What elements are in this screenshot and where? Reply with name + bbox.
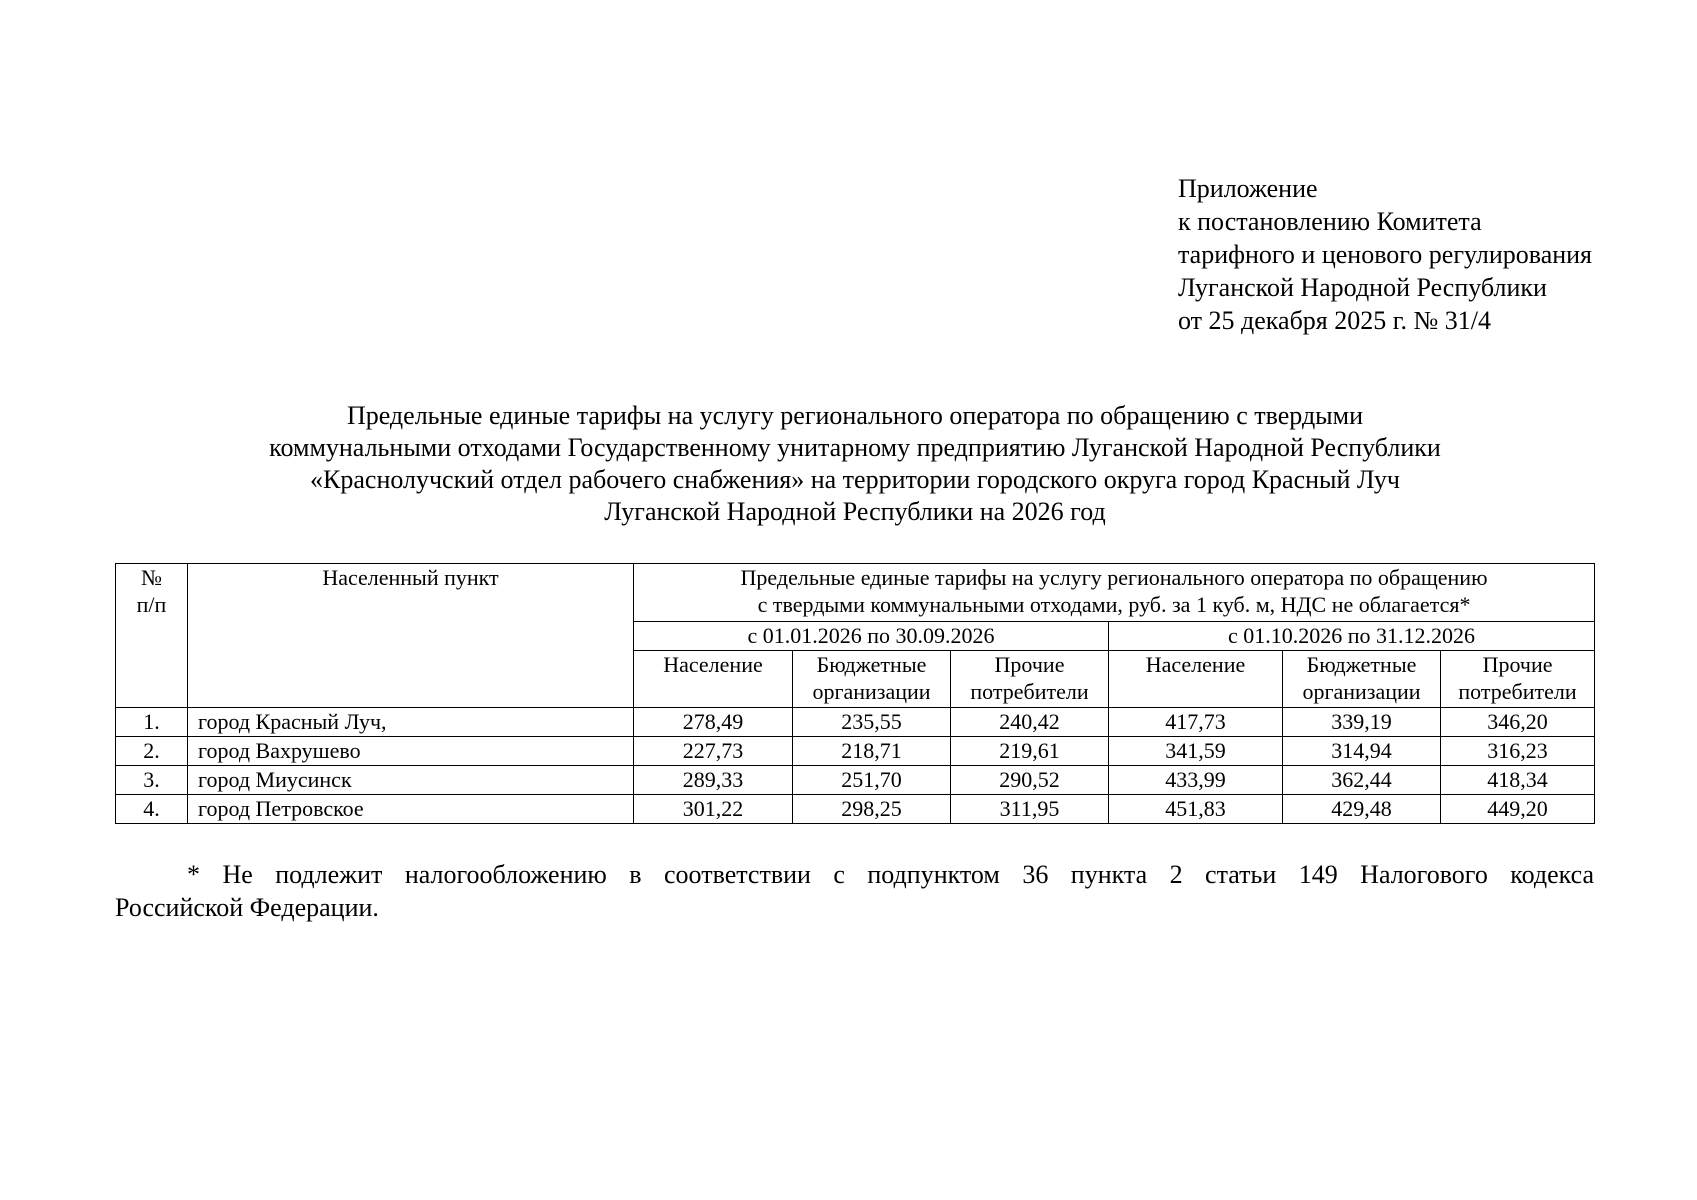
locality-name: город Красный Луч, bbox=[188, 708, 634, 737]
header-num-line2: п/п bbox=[136, 592, 167, 617]
tariff-value: 362,44 bbox=[1283, 766, 1441, 795]
tariff-value: 429,48 bbox=[1283, 795, 1441, 824]
header-other-line2: потребители bbox=[970, 679, 1089, 704]
title-line: Луганской Народной Республики на 2026 год bbox=[604, 497, 1106, 526]
header-budget-line1: Бюджетные bbox=[1306, 652, 1417, 677]
header-budget-1 bbox=[793, 651, 951, 708]
header-period-1: с 01.01.2026 по 30.09.2026 bbox=[634, 622, 1109, 651]
header-other-line2: потребители bbox=[1458, 679, 1577, 704]
header-locality: Населенный пункт bbox=[188, 564, 634, 708]
tariff-value: 341,59 bbox=[1109, 737, 1283, 766]
tariff-value: 339,19 bbox=[1283, 708, 1441, 737]
header-tariffs-line2: с твердыми коммунальными отходами, руб. за 1 куб. м, НДС не облагается* bbox=[757, 592, 1471, 617]
tariff-value: 301,22 bbox=[634, 795, 793, 824]
appendix-block bbox=[1178, 172, 1592, 337]
table-row bbox=[116, 708, 1595, 737]
tariff-value: 289,33 bbox=[634, 766, 793, 795]
appendix-line: Приложение bbox=[1178, 174, 1318, 203]
header-population-1: Население bbox=[634, 651, 793, 708]
locality-name: город Миусинск bbox=[188, 766, 634, 795]
row-number: 4. bbox=[116, 795, 188, 824]
header-budget-line1: Бюджетные bbox=[816, 652, 927, 677]
tariff-value: 316,23 bbox=[1441, 737, 1595, 766]
tariff-value: 235,55 bbox=[793, 708, 951, 737]
header-row-number bbox=[116, 564, 188, 708]
header-other-line1: Прочие bbox=[994, 652, 1065, 677]
tariff-value: 219,61 bbox=[951, 737, 1109, 766]
tariff-value: 418,34 bbox=[1441, 766, 1595, 795]
locality-name: город Вахрушево bbox=[188, 737, 634, 766]
table-row bbox=[116, 795, 1595, 824]
tariff-value: 290,52 bbox=[951, 766, 1109, 795]
document-title bbox=[115, 400, 1595, 528]
appendix-line: к постановлению Комитета bbox=[1178, 207, 1482, 236]
header-budget-line2: организации bbox=[812, 679, 931, 704]
tariff-value: 251,70 bbox=[793, 766, 951, 795]
header-period-2: с 01.10.2026 по 31.12.2026 bbox=[1109, 622, 1595, 651]
tariff-value: 218,71 bbox=[793, 737, 951, 766]
tariff-value: 346,20 bbox=[1441, 708, 1595, 737]
tariffs-table bbox=[115, 563, 1595, 824]
row-number: 3. bbox=[116, 766, 188, 795]
appendix-line: тарифного и ценового регулирования bbox=[1178, 240, 1593, 269]
table-row bbox=[116, 766, 1595, 795]
header-other-line1: Прочие bbox=[1482, 652, 1553, 677]
title-line: «Краснолучский отдел рабочего снабжения» на территории городского округа город Красный Луч bbox=[310, 465, 1400, 494]
footnote-line2: Российской Федерации. bbox=[115, 893, 379, 922]
tariff-value: 311,95 bbox=[951, 795, 1109, 824]
title-line: коммунальными отходами Государственному унитарному предприятию Луганской Народной Республики bbox=[269, 433, 1441, 462]
footnote-line1: * Не подлежит налогообложению в соответствии с подпунктом 36 пункта 2 статьи 149 Налогового кодекса bbox=[187, 860, 1594, 889]
tariff-value: 433,99 bbox=[1109, 766, 1283, 795]
tariff-value: 298,25 bbox=[793, 795, 951, 824]
header-num-line1: № bbox=[141, 565, 162, 590]
row-number: 2. bbox=[116, 737, 188, 766]
header-budget-line2: организации bbox=[1302, 679, 1421, 704]
header-tariffs-line1: Предельные единые тарифы на услугу регионального оператора по обращению bbox=[740, 565, 1488, 590]
header-population-2: Население bbox=[1109, 651, 1283, 708]
tariff-value: 451,83 bbox=[1109, 795, 1283, 824]
header-budget-2 bbox=[1283, 651, 1441, 708]
footnote bbox=[115, 858, 1594, 924]
appendix-line: Луганской Народной Республики bbox=[1178, 273, 1547, 302]
appendix-line: от 25 декабря 2025 г. № 31/4 bbox=[1178, 306, 1492, 335]
tariff-value: 417,73 bbox=[1109, 708, 1283, 737]
tariff-value: 449,20 bbox=[1441, 795, 1595, 824]
header-tariffs bbox=[634, 564, 1595, 622]
tariff-value: 278,49 bbox=[634, 708, 793, 737]
title-line: Предельные единые тарифы на услугу регионального оператора по обращению с твердыми bbox=[346, 401, 1364, 430]
tariff-value: 240,42 bbox=[951, 708, 1109, 737]
row-number: 1. bbox=[116, 708, 188, 737]
locality-name: город Петровское bbox=[188, 795, 634, 824]
tariff-value: 314,94 bbox=[1283, 737, 1441, 766]
tariff-value: 227,73 bbox=[634, 737, 793, 766]
table-row bbox=[116, 737, 1595, 766]
header-other-2 bbox=[1441, 651, 1595, 708]
header-other-1 bbox=[951, 651, 1109, 708]
